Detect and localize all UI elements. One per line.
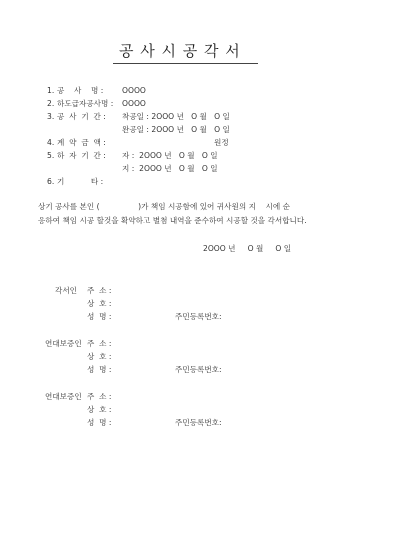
item-5-label: 하 자 기 간 : — [57, 151, 106, 160]
item-6-number: 6. — [47, 177, 55, 186]
pledge-line-1: 상기 공사를 본인 ( )가 책임 시공함에 있어 귀사원의 지 시에 순 — [38, 202, 290, 211]
title-underline — [113, 63, 258, 64]
item-3-label: 공 사 기 간 : — [57, 112, 106, 121]
item-2-value: OOOO — [122, 99, 146, 108]
signer-1-role: 각서인 — [55, 286, 78, 295]
item-5-from-date: 자 : 2OOO 년 O 월 O 일 — [122, 151, 218, 160]
item-1-label: 공 사 명 : — [57, 86, 104, 95]
signer-1-company-label: 상 호 : — [87, 299, 112, 308]
item-3-start-date: 착공일 : 2OOO 년 O 월 O 일 — [122, 112, 230, 121]
signer-2-role: 연대보증인 — [45, 339, 82, 348]
item-5-number: 5. — [47, 151, 55, 160]
item-2-label: 하도급자공사명 : — [57, 99, 114, 108]
item-2-number: 2. — [47, 99, 55, 108]
signer-2-name-label: 성 명 : — [87, 365, 112, 374]
item-4-number: 4. — [47, 138, 55, 147]
item-1-number: 1. — [47, 86, 55, 95]
item-3-number: 3. — [47, 112, 55, 121]
pledge-date: 2OOO 년 O 월 O 일 — [203, 244, 292, 253]
item-6-label: 기 타 : — [57, 177, 104, 186]
item-1-value: OOOO — [122, 86, 146, 95]
signer-1-name-label: 성 명 : — [87, 312, 112, 321]
signer-2-address-label: 주 소 : — [87, 339, 112, 348]
document-title: 공 사 시 공 각 서 — [119, 42, 241, 60]
signer-3-reg-label: 주민등록번호: — [175, 418, 222, 427]
signer-3-address-label: 주 소 : — [87, 392, 112, 401]
item-4-label: 계 약 금 액 : — [57, 138, 106, 147]
signer-1-address-label: 주 소 : — [87, 286, 112, 295]
item-4-value: 원정 — [214, 138, 229, 147]
signer-3-company-label: 상 호 : — [87, 405, 112, 414]
item-3-end-date: 완공일 : 2OOO 년 O 월 O 일 — [122, 125, 230, 134]
signer-1-reg-label: 주민등록번호: — [175, 312, 222, 321]
item-5-to-date: 지 : 2OOO 년 O 월 O 일 — [122, 164, 218, 173]
pledge-line-2: 응하여 책임 시공 할것을 확약하고 별첨 내역을 준수하여 시공할 것을 각서합니다. — [38, 216, 307, 225]
signer-2-reg-label: 주민등록번호: — [175, 365, 222, 374]
signer-2-company-label: 상 호 : — [87, 352, 112, 361]
signer-3-role: 연대보증인 — [45, 392, 82, 401]
signer-3-name-label: 성 명 : — [87, 418, 112, 427]
